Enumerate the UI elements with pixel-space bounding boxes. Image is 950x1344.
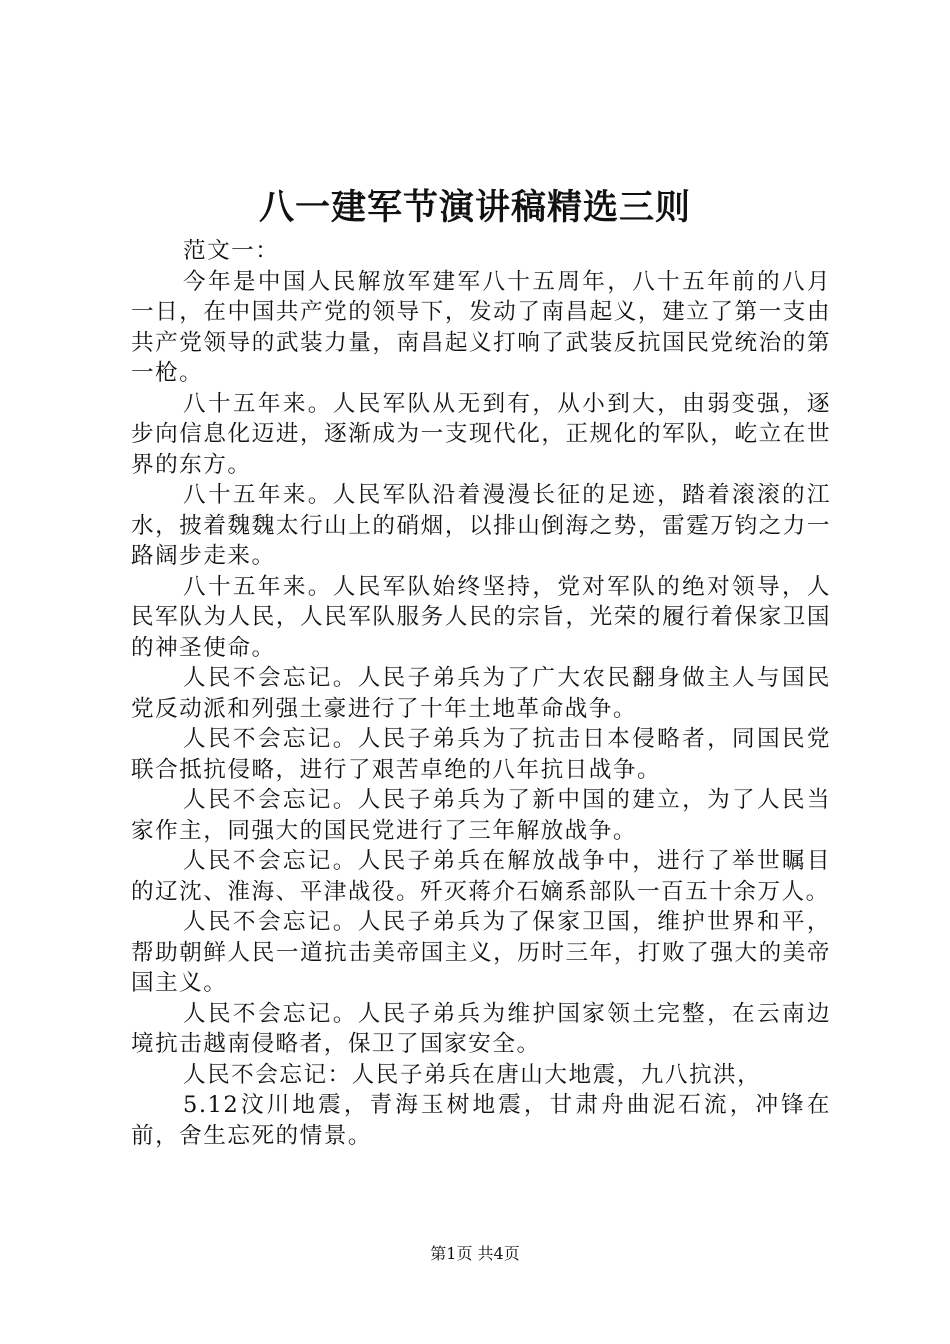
paragraph: 八十五年来。人民军队从无到有，从小到大，由弱变强，逐步向信息化迈进，逐渐成为一支现代化，正规化的军队，屹立在世界的东方。 — [131, 390, 831, 478]
paragraph: 人民不会忘记。人民子弟兵为了保家卫国，维护世界和平，帮助朝鲜人民一道抗击美帝国主义，历时三年，打败了强大的美帝国主义。 — [131, 909, 831, 996]
paragraph: 今年是中国人民解放军建军八十五周年，八十五年前的八月一日，在中国共产党的领导下，发动了南昌起义，建立了第一支由共产党领导的武装力量，南昌起义打响了武装反抗国民党统治的第一枪。 — [131, 268, 831, 386]
paragraph: 人民不会忘记。人民子弟兵为了广大农民翻身做主人与国民党反动派和列强土豪进行了十年土地革命战争。 — [131, 665, 831, 722]
document-body — [131, 236, 831, 1151]
paragraph: 八十五年来。人民军队沿着漫漫长征的足迹，踏着滚滚的江水，披着魏魏太行山上的硝烟，以排山倒海之势，雷霆万钧之力一路阔步走来。 — [131, 482, 831, 569]
paragraph: 人民不会忘记：人民子弟兵在唐山大地震，九八抗洪， — [183, 1061, 762, 1088]
paragraph: 人民不会忘记。人民子弟兵为了新中国的建立，为了人民当家作主，同强大的国民党进行了三年解放战争。 — [131, 787, 831, 844]
paragraph: 八十五年来。人民军队始终坚持，党对军队的绝对领导，人民军队为人民，人民军队服务人民的宗旨，光荣的履行着保家卫国的神圣使命。 — [131, 573, 831, 661]
paragraph: 人民不会忘记。人民子弟兵在解放战争中，进行了举世瞩目的辽沈、淮海、平津战役。歼灭蒋介石嫡系部队一百五十余万人。 — [131, 848, 831, 905]
document-title: 八一建军节演讲稿精选三则 — [258, 187, 691, 228]
paragraph: 范文一： — [183, 238, 280, 264]
page-footer: 第1页 共4页 — [430, 1244, 520, 1263]
paragraph: 人民不会忘记。人民子弟兵为了抗击日本侵略者，同国民党联合抵抗侵略，进行了艰苦卓绝的八年抗日战争。 — [131, 726, 831, 783]
paragraph: 人民不会忘记。人民子弟兵为维护国家领土完整，在云南边境抗击越南侵略者，保卫了国家安全。 — [131, 1000, 831, 1057]
paragraph: 5.12汶川地震，青海玉树地震，甘肃舟曲泥石流，冲锋在前，舍生忘死的情景。 — [131, 1092, 831, 1149]
